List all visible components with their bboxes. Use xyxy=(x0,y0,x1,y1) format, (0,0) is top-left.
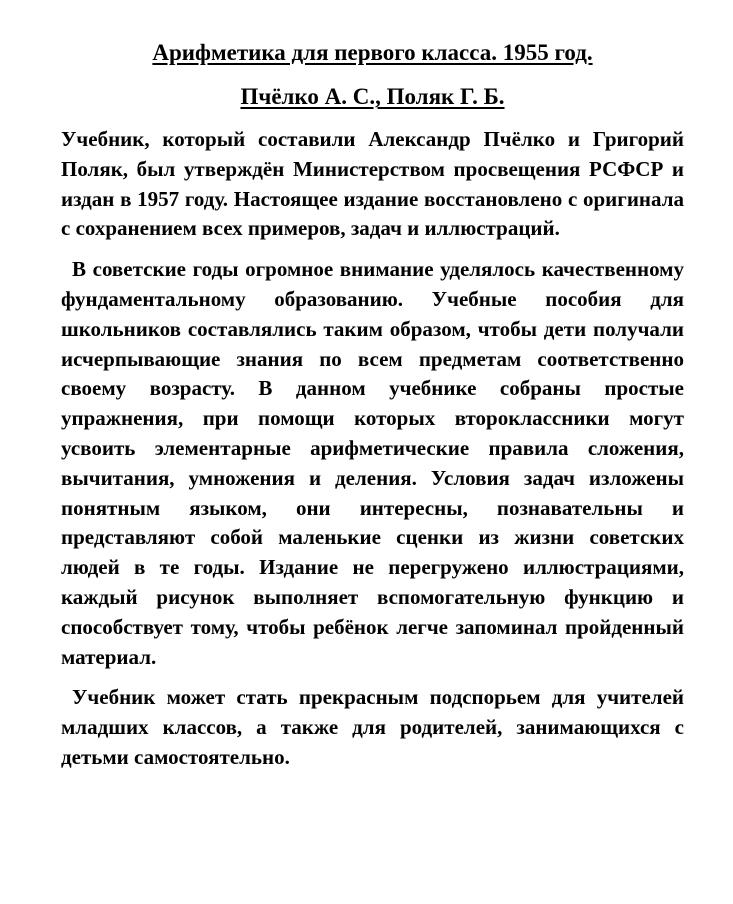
paragraph-description: В советские годы огромное внимание уделялось качественному фундаментальному образованию. Учебные пособия для школьников составлялись таким образом, чтобы дети получали исчерпывающие знания по всем предметам соответственно своему возрасту. В данном учебнике собраны простые упражнения, при помощи которых второклассники могут усвоить элементарные арифметические правила сложения, вычитания, умножения и деления. Условия задач изложены понятным языком, они интересны, познавательны и представляют собой маленькие сценки из жизни советских людей в те годы. Издание не перегружено иллюстрациями, каждый рисунок выполняет вспомогательную функцию и способствует тому, чтобы ребёнок легче запоминал пройденный материал. xyxy=(61,257,684,669)
document-page xyxy=(61,38,684,773)
paragraph-conclusion: Учебник может стать прекрасным подспорьем для учителей младших классов, а также для родителей, занимающихся с детьми самостоятельно. xyxy=(61,685,684,769)
document-title: Арифметика для первого класса. 1955 год. xyxy=(152,40,593,65)
paragraph-intro: Учебник, который составили Александр Пчёлко и Григорий Поляк, был утверждён Министерством просвещения РСФСР и издан в 1957 году. Настоящее издание восстановлено с оригинала с сохранением всех примеров, задач и иллюстраций. xyxy=(61,127,684,241)
document-authors: Пчёлко А. С., Поляк Г. Б. xyxy=(240,84,505,109)
